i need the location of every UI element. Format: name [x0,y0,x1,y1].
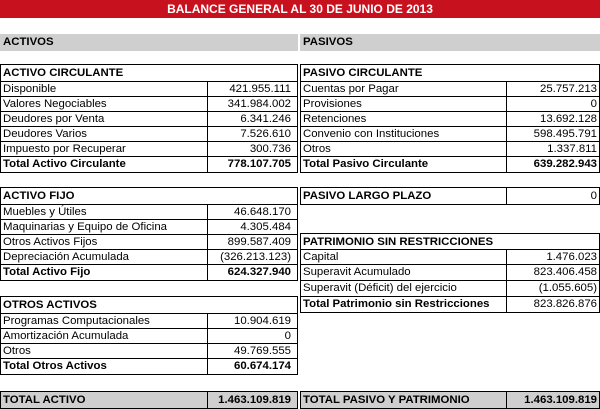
grid-line [0,219,298,220]
table-row-value: 1.476.023 [546,251,597,263]
table-row-label: Disponible [3,83,57,95]
grid-line [297,187,298,281]
table-row-label: Deudores Varios [3,128,87,140]
grid-line [0,358,298,359]
table-row-value: 25.757.213 [539,83,597,95]
grid-line [0,187,298,188]
pasivos-header: PASIVOS [303,36,353,48]
table-row-label: Valores Negociables [3,98,107,110]
grid-line [0,234,298,235]
grid-line [0,343,298,344]
table-row-label: Superavit Acumulado [303,266,411,278]
table-row-value: 598.495.791 [533,128,597,140]
pasivo-circulante-heading: PASIVO CIRCULANTE [303,67,423,79]
grid-line [300,187,600,188]
total-activo-circulante-label: Total Activo Circulante [3,158,126,170]
table-row-label: Otros [303,143,331,155]
grid-line [300,391,301,409]
table-row-label: Amortización Acumulada [3,330,129,342]
table-row-value: 49.769.555 [233,345,291,357]
table-row-label: Convenio con Instituciones [303,128,440,140]
table-row-value: 823.406.458 [533,266,597,278]
total-activo-circulante-value: 778.107.705 [227,158,291,170]
total-patrimonio-value: 823.826.876 [533,298,597,310]
total-activo-label: TOTAL ACTIVO [3,394,86,406]
grid-line [0,141,298,142]
table-row-label: Provisiones [303,98,362,110]
table-row-value: 341.984.002 [227,98,291,110]
grid-line [506,249,507,313]
table-row-value: 4.305.484 [240,221,291,233]
grid-line [300,264,600,265]
grid-line [506,187,507,205]
total-pasivo-patrimonio-value: 1.463.109.819 [524,394,597,406]
page-title: BALANCE GENERAL AL 30 DE JUNIO DE 2013 [0,0,600,18]
table-row-value: 7.526.610 [240,128,291,140]
grid-line [300,126,600,127]
grid-line [0,328,298,329]
grid-line [506,81,507,173]
grid-line [300,296,600,297]
table-row-label: Capital [303,251,339,263]
total-pasivo-circulante-label: Total Pasivo Circulante [303,158,429,170]
table-row-label: Muebles y Útiles [3,206,87,218]
total-pasivo-circulante-value: 639.282.943 [533,158,597,170]
grid-line [300,111,600,112]
grid-line [207,313,208,375]
grid-line [300,156,600,157]
total-activo-value: 1.463.109.819 [218,394,291,406]
grid-line [0,64,1,173]
grid-line [0,187,1,281]
grid-line [207,204,208,281]
grid-line [300,233,600,234]
table-row-value: (1.055.605) [538,282,597,294]
activo-circulante-heading: ACTIVO CIRCULANTE [3,67,124,79]
grid-line [300,280,600,281]
grid-line [0,204,298,205]
total-otros-activos-value: 60.674.174 [233,360,291,372]
grid-line [300,233,301,313]
table-row-value: 0 [284,330,291,342]
grid-line [0,296,1,375]
grid-line [0,81,298,82]
grid-line [0,296,298,297]
grid-line [0,391,1,409]
table-row-label: Cuentas por Pagar [303,83,399,95]
grid-line [0,280,298,281]
grid-line [300,249,600,250]
table-row-value: 421.955.111 [229,83,291,95]
table-row-label: Maquinarias y Equipo de Oficina [3,221,167,233]
grid-line [0,172,298,173]
grid-line [0,64,298,65]
pasivo-largo-plazo-label: PASIVO LARGO PLAZO [303,190,432,202]
table-row-value: 10.904.619 [233,315,291,327]
grid-line [300,64,600,65]
total-otros-activos-label: Total Otros Activos [3,360,107,372]
table-row-label: Depreciación Acumulada [3,251,130,263]
table-row-value: (326.213.123) [220,251,291,263]
table-row-label: Superavit (Déficit) del ejercicio [303,282,457,294]
grid-line [297,296,298,375]
grid-line [300,204,600,205]
grid-line [297,64,298,173]
grid-line [300,312,600,313]
grid-line [0,96,298,97]
grid-line [300,187,301,205]
grid-line [207,81,208,173]
grid-line [300,172,600,173]
pasivo-largo-plazo-value: 0 [590,190,597,202]
grid-line [300,64,301,173]
grid-line [0,126,298,127]
table-row-label: Retenciones [303,113,367,125]
activos-header: ACTIVOS [3,36,54,48]
grid-line [300,391,600,392]
grid-line [300,141,600,142]
table-row-value: 6.341.246 [240,113,291,125]
table-row-label: Programas Computacionales [3,315,150,327]
total-activo-fijo-label: Total Activo Fijo [3,266,91,278]
table-row-value: 13.692.128 [539,113,597,125]
grid-line [297,391,298,409]
table-row-label: Otros Activos Fijos [3,236,98,248]
table-row-value: 899.587.409 [227,236,291,248]
patrimonio-heading: PATRIMONIO SIN RESTRICCIONES [303,236,494,248]
table-row-label: Deudores por Venta [3,113,105,125]
table-row-value: 46.648.170 [233,206,291,218]
grid-line [0,391,298,392]
grid-line [0,156,298,157]
table-row-value: 300.736 [249,143,291,155]
otros-activos-heading: OTROS ACTIVOS [3,299,97,311]
grid-line [506,391,507,409]
table-row-label: Impuesto por Recuperar [3,143,126,155]
grid-line [0,264,298,265]
table-row-label: Otros [3,345,31,357]
activo-fijo-heading: ACTIVO FIJO [3,190,75,202]
table-row-value: 1.337.811 [547,143,597,155]
grid-line [0,111,298,112]
total-activo-fijo-value: 624.327.940 [227,266,291,278]
grid-line [0,374,298,375]
total-pasivo-patrimonio-label: TOTAL PASIVO Y PATRIMONIO [303,394,470,406]
total-patrimonio-label: Total Patrimonio sin Restricciones [303,298,490,310]
grid-line [207,391,208,409]
grid-line [0,249,298,250]
grid-line [300,81,600,82]
grid-line [300,96,600,97]
table-row-value: 0 [590,98,597,110]
grid-line [0,313,298,314]
